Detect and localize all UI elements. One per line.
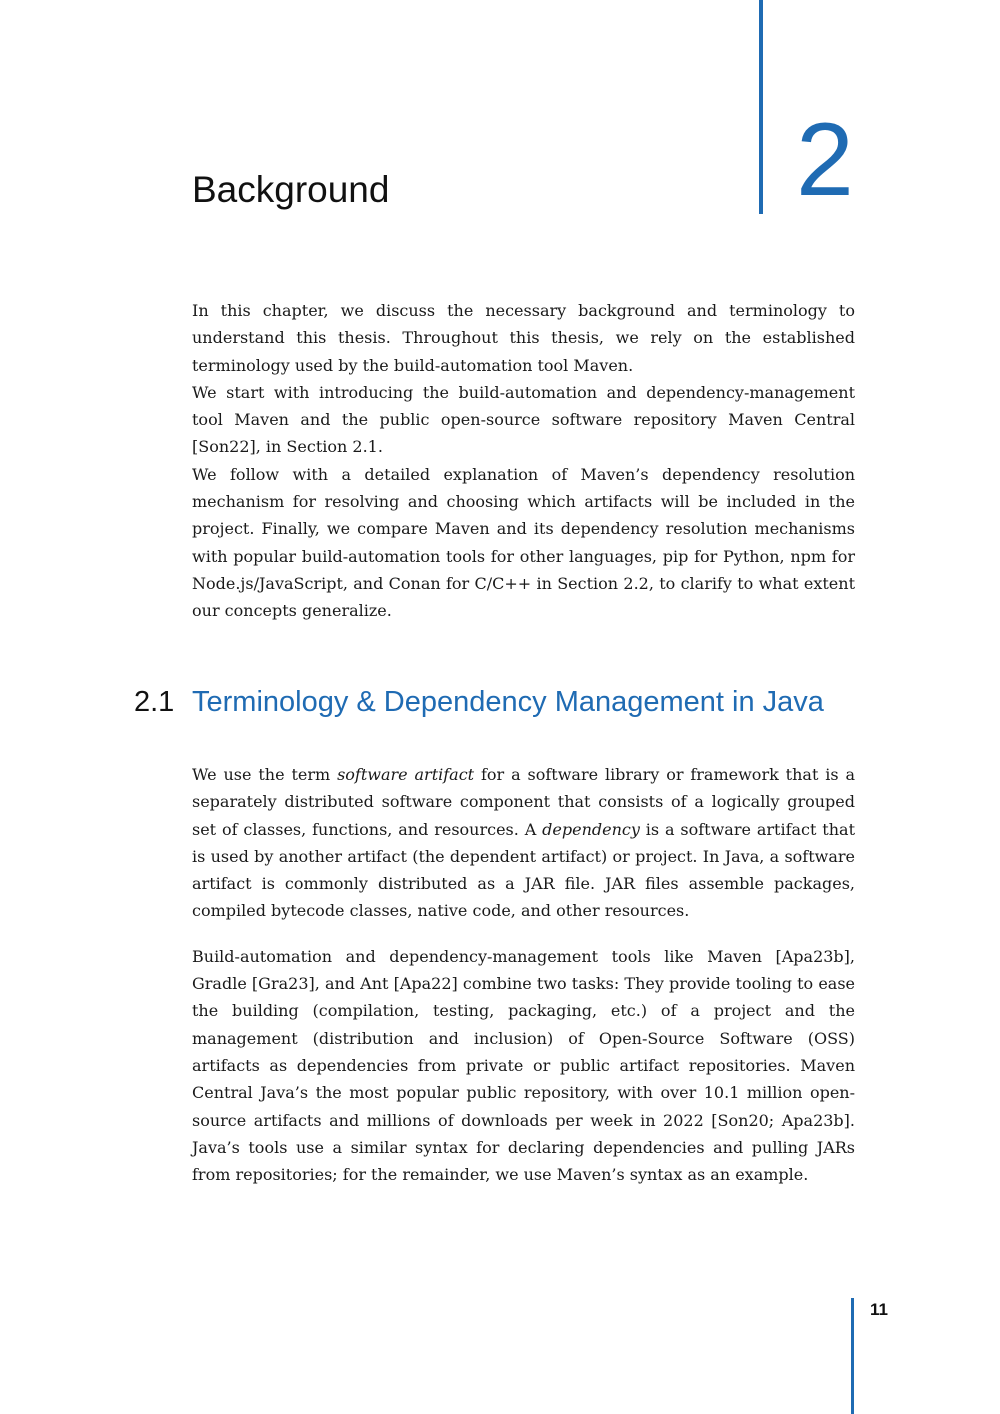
section-heading [134, 685, 824, 720]
emphasis-term: dependency [542, 819, 640, 839]
text-run: is a software artifact that is used by another artifact (the dependent artifact) or project. In Java, a software artifact is commonly distributed as a JAR file. JAR files assemble packages, compiled bytecode classes, native code, and other resources. [192, 819, 856, 921]
section-body [192, 761, 855, 1188]
chapter-number: 2 [796, 102, 854, 218]
intro-paragraph: We start with introducing the build-automation and dependency-management tool Maven and the public open-source software repository Maven Central [Son22], in Section 2.1. [192, 382, 855, 457]
chapter-title: Background [192, 169, 390, 210]
emphasis-term: software artifact [337, 765, 475, 784]
intro-paragraph: In this chapter, we discuss the necessary background and terminology to understand this thesis. Throughout this thesis, we rely on the established terminology used by the build-automation tool Maven. [192, 301, 855, 375]
section-paragraph: Build-automation and dependency-management tools like Maven [Apa23b], Gradle [Gra23], and Ant [Apa22] combine two tasks: They provide tooling to ease the building (compilation, testing, packaging, etc.) of a project and the management (distribution and inclusion) of Open-Source Software (OSS) artifacts as dependencies from private or public artifact repositories. Maven Central Java’s the most popular public repository, with over 10.1 million open-source artifacts and millions of downloads per week in 2022 [Son20; Apa23b]. Java’s tools use a similar syntax for declaring dependencies and pulling JARs from repositories; for the remainder, we use Maven’s syntax as an example. [192, 946, 855, 1185]
page-number: 11 [870, 1300, 888, 1319]
text-run: We use the term [192, 765, 338, 784]
intro-text [192, 297, 855, 625]
section-title: Terminology & Dependency Management in Java [192, 686, 824, 718]
chapter-rule [759, 0, 763, 214]
intro-paragraph: We follow with a detailed explanation of Maven’s dependency resolution mechanism for resolving and choosing which artifacts will be included in the project. Finally, we compare Maven and its dependency resolution mechanisms with popular build-automation tools for other languages, pip for Python, npm for Node.js/JavaScript, and Conan for C/C++ in Section 2.2, to clarify to what extent our concepts generalize. [192, 464, 855, 621]
section-paragraph [192, 761, 855, 925]
section-number: 2.1 [134, 686, 175, 718]
page-rule [851, 1298, 854, 1414]
text-run: for a software library or framework that is a separately distributed software component that consists of a logically grouped set of classes, functions, and resources. A [192, 765, 856, 839]
